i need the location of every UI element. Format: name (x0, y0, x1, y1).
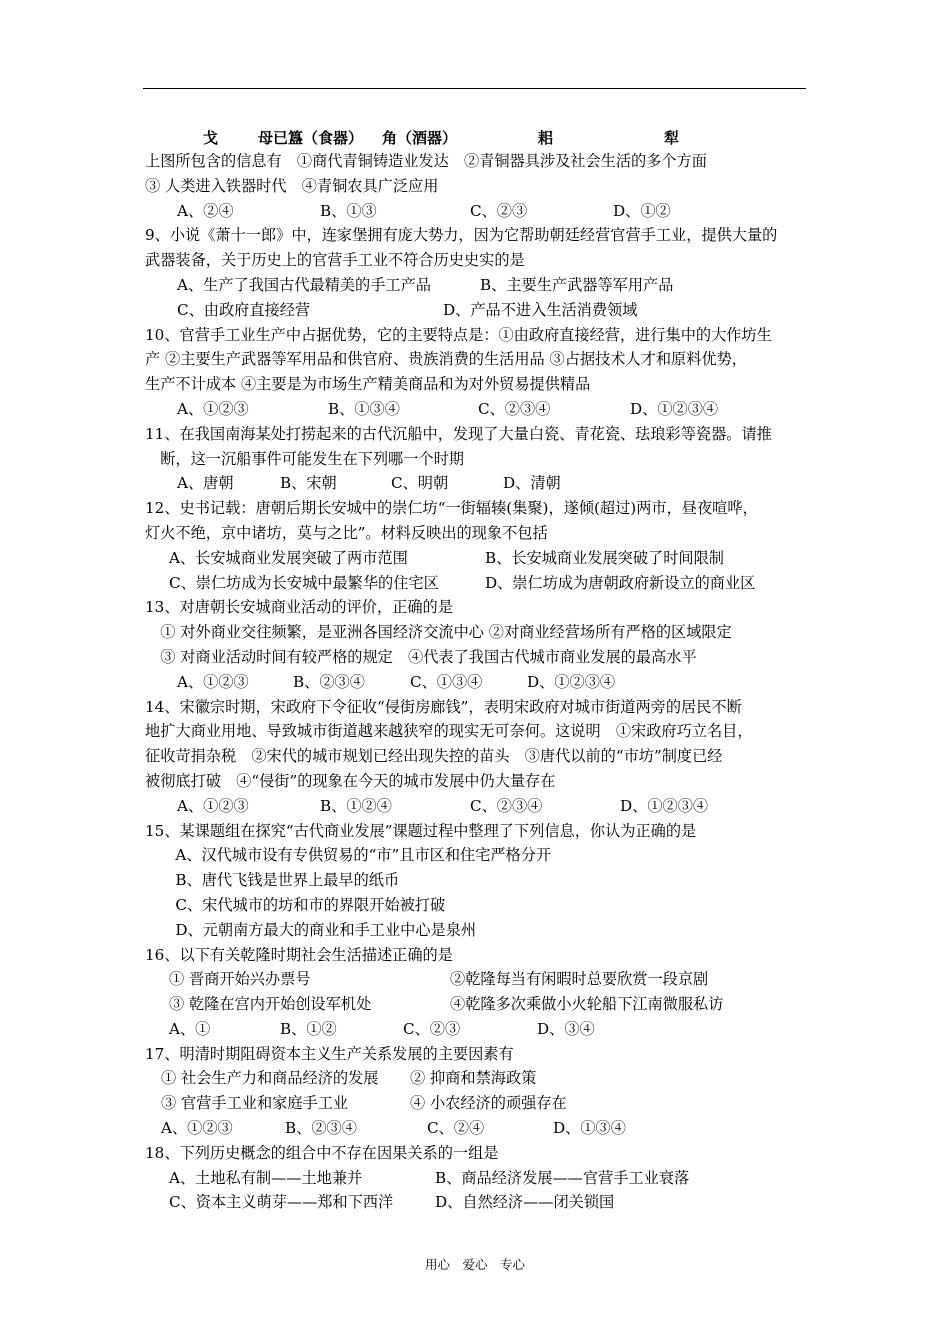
statement-item: ④ 小农经济的顽强存在 (410, 1094, 567, 1113)
question-line: 地扩大商业用地、导致城市街道越来越狭窄的现实无可奈何。这说明 ①宋政府巧立名目， (145, 722, 753, 741)
question-line: 灯火不绝，京中诸坊，莫与之比”。材料反映出的现象不包括 (145, 523, 548, 542)
option-a: A、土地私有制——土地兼并 (169, 1168, 363, 1187)
option-b: B、②③④ (293, 672, 365, 691)
option-b: B、①② (280, 1019, 337, 1038)
question-line: 15、某课题组在探究“古代商业发展”课题过程中整理了下列信息，你认为正确的是 (145, 821, 697, 840)
question-line: 被彻底打破 ④“侵街”的现象在今天的城市发展中仍大量存在 (145, 771, 556, 790)
option-d: D、崇仁坊成为唐朝政府新设立的商业区 (485, 573, 756, 592)
option-a: A、唐朝 (177, 474, 234, 493)
answer-option-line: D、元朝南方最大的商业和手工业中心是泉州 (145, 920, 477, 939)
option-b: B、长安城商业发展突破了时间限制 (485, 548, 724, 567)
option-b: B、①③ (320, 201, 377, 220)
option-d: D、①③④ (553, 1119, 626, 1138)
option-b: B、宋朝 (280, 474, 337, 493)
caption-li: 犁 (664, 129, 680, 147)
caption-ge: 戈 (203, 129, 219, 147)
question-line: ③ 对商业活动时间有较严格的规定 ④代表了我国古代城市商业发展的最高水平 (145, 647, 697, 666)
statement-item: ① 晋商开始兴办票号 (169, 970, 311, 989)
statement-items (145, 967, 810, 992)
option-a: A、① (169, 1019, 211, 1038)
option-a: A、①②③ (161, 1119, 233, 1138)
option-d: D、①②③④ (620, 796, 709, 815)
question-line: 11、在我国南海某处打捞起来的古代沉船中，发现了大量白瓷、青花瓷、珐琅彩等瓷器。请推 (145, 424, 772, 443)
option-a: A、②④ (177, 201, 234, 220)
option-c: C、②③④ (470, 796, 543, 815)
answer-options (145, 397, 810, 422)
answer-options (145, 1017, 810, 1042)
statement-item: ④乾隆多次乘做小火轮船下江南微服私访 (450, 995, 724, 1014)
question-line: 上图所包含的信息有 ①商代青铜铸造业发达 ②青铜器具涉及社会生活的多个方面 (145, 152, 707, 170)
answer-options (145, 571, 810, 596)
option-c: C、由政府直接经营 (177, 300, 311, 319)
option-c: C、明朝 (391, 474, 449, 493)
caption-si: 耜 (538, 129, 554, 147)
question-line: ① 对外商业交往频繁，是亚洲各国经济交流中心 ②对商业经营场所有严格的区域限定 (145, 623, 732, 642)
question-line: 生产不计成本 ④主要是为市场生产精美商品和为对外贸易提供精品 (145, 375, 591, 394)
statement-items (145, 1091, 810, 1116)
option-d: D、清朝 (503, 474, 561, 493)
question-line: 9、小说《萧十一郎》中，连家堡拥有庞大势力，因为它帮助朝廷经营官营手工业，提供大量的 (145, 226, 778, 245)
question-line: 征收苛捐杂税 ②宋代的城市规划已经出现失控的苗头 ③唐代以前的“市坊”制度已经 (145, 747, 723, 766)
statement-item: ③ 乾隆在宫内开始创设军机处 (169, 995, 372, 1014)
header-rule (143, 88, 806, 89)
option-d: D、①② (613, 201, 671, 220)
option-a: A、①②③ (177, 796, 249, 815)
question-line: ③ 人类进入铁器时代 ④青铜农具广泛应用 (145, 176, 439, 195)
answer-options (145, 199, 810, 224)
statement-item: ① 社会生产力和商品经济的发展 (161, 1069, 379, 1088)
option-d: D、①②③④ (630, 399, 719, 418)
option-c: C、②③ (403, 1019, 461, 1038)
option-d: D、自然经济——闭关锁国 (435, 1193, 615, 1212)
answer-option-line: C、宋代城市的坊和市的界限开始被打破 (145, 895, 446, 914)
answer-options (145, 794, 810, 819)
option-c: C、资本主义萌芽——郑和下西洋 (169, 1193, 394, 1212)
question-line: 16、以下有关乾隆时期社会生活描述正确的是 (145, 945, 453, 964)
option-d: D、③④ (537, 1019, 595, 1038)
question-line: 18、下列历史概念的组合中不存在因果关系的一组是 (145, 1143, 499, 1162)
answer-options (145, 1116, 810, 1141)
image-captions (0, 127, 950, 149)
question-line: 14、宋徽宗时期，宋政府下令征收“侵街房廊钱”，表明宋政府对城市街道两旁的居民不断 (145, 697, 742, 716)
question-line: 13、对唐朝长安城商业活动的评价，正确的是 (145, 598, 453, 617)
option-c: C、②④ (427, 1119, 485, 1138)
caption-gui: 母已簋（食器） (258, 129, 364, 147)
answer-options (145, 298, 810, 323)
option-b: B、主要生产武器等军用产品 (480, 275, 674, 294)
answer-options (145, 471, 810, 496)
option-a: A、①②③ (177, 672, 249, 691)
question-line: 10、官营手工业生产中占据优势，它的主要特点是：①由政府直接经营，进行集中的大作坊生 (145, 325, 772, 344)
option-a: A、生产了我国古代最精美的手工产品 (177, 275, 431, 294)
option-b: B、①②④ (320, 796, 392, 815)
question-line: 断，这一沉船事件可能发生在下列哪一个时期 (145, 449, 464, 468)
statement-item: ③ 官营手工业和家庭手工业 (161, 1094, 349, 1113)
statement-item: ②乾隆每当有闲暇时总要欣赏一段京剧 (450, 970, 709, 989)
question-line: 产 ②主要生产武器等军用品和供官府、贵族消费的生活用品 ③占据技术人才和原料优势， (145, 350, 747, 369)
answer-options (145, 273, 810, 298)
caption-jiao: 角（酒器） (382, 129, 458, 147)
statement-item: ② 抑商和禁海政策 (410, 1069, 537, 1088)
answer-options (145, 1166, 810, 1191)
option-b: B、②③④ (285, 1119, 357, 1138)
option-a: A、长安城商业发展突破了两市范围 (169, 548, 408, 567)
option-d: D、①②③④ (527, 672, 616, 691)
option-c: C、②③④ (478, 399, 551, 418)
question-line: 12、史书记载：唐朝后期长安城中的崇仁坊“一街辐辏(集聚)，遂倾(超过)两市，昼夜喧哗， (145, 499, 758, 518)
option-b: B、①③④ (328, 399, 400, 418)
option-c: C、②③ (470, 201, 528, 220)
question-line: 武器装备，关于历史上的官营手工业不符合历史史实的是 (145, 251, 525, 270)
option-a: A、①②③ (177, 399, 249, 418)
option-d: D、产品不进入生活消费领域 (443, 300, 638, 319)
option-c: C、崇仁坊成为长安城中最繁华的住宅区 (169, 573, 439, 592)
answer-option-line: A、汉代城市设有专供贸易的“市”且市区和住宅严格分开 (145, 846, 552, 865)
option-c: C、①③④ (410, 672, 483, 691)
statement-items (145, 1066, 810, 1091)
answer-options (145, 670, 810, 695)
question-line: 17、明清时期阻碍资本主义生产关系发展的主要因素有 (145, 1044, 514, 1063)
option-b: B、商品经济发展——官营手工业衰落 (435, 1168, 690, 1187)
statement-items (145, 992, 810, 1017)
answer-options (145, 1190, 810, 1215)
page-footer: 用心 爱心 专心 (424, 1257, 525, 1272)
answer-option-line: B、唐代飞钱是世界上最早的纸币 (145, 871, 400, 890)
answer-options (145, 546, 810, 571)
document-body (145, 149, 810, 1215)
